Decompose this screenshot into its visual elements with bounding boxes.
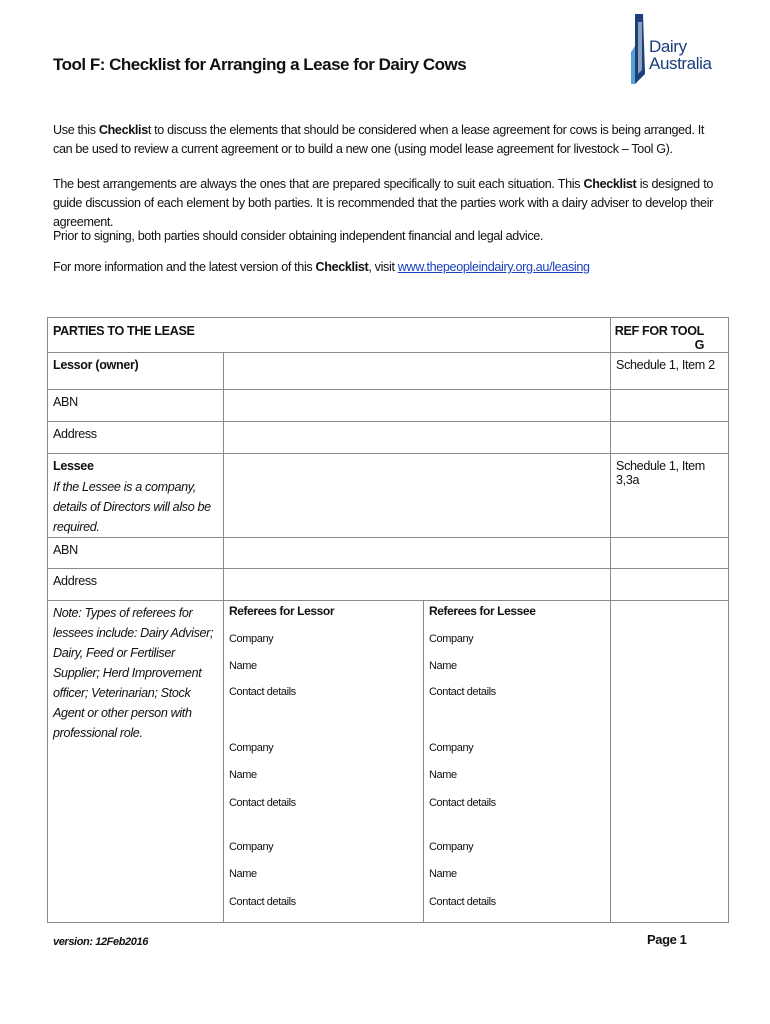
referees-ref-cell <box>611 601 729 923</box>
lessor-ref2-name: Name <box>229 769 257 781</box>
lessee-row <box>48 454 729 538</box>
lessee-abn-row <box>48 538 729 569</box>
logo-line-1: Dairy <box>649 37 687 56</box>
p2-text-b: is designed to guide discussion of each element by both parties. It is recommended that the parties work with a dairy adviser to develop their agreement. <box>53 177 713 229</box>
lessee-ref2-contact: Contact details <box>429 797 496 809</box>
lessee-label: Lessee <box>53 459 94 473</box>
lessor-ref3-contact: Contact details <box>229 896 296 908</box>
lessee-address-input[interactable] <box>224 569 611 601</box>
lessee-ref2-company: Company <box>429 742 474 754</box>
lessee-ref1-name: Name <box>429 660 457 672</box>
referee-note: Note: Types of referees for lessees include: Dairy Adviser; Dairy, Feed or Fertiliser Supplier; Herd Improvement officer; Veterinarian; Stock Agent or other person with professional role. <box>53 606 214 740</box>
p1-bold: Checklis <box>98 123 148 137</box>
referees-row <box>48 601 729 923</box>
referees-lessee-heading: Referees for Lessee <box>429 604 536 618</box>
logo-line-2: Australia <box>649 54 712 73</box>
lessee-abn-ref <box>611 538 729 569</box>
lessor-ref1-name: Name <box>229 660 257 672</box>
lessor-ref3-company: Company <box>229 841 274 853</box>
lessor-address-input[interactable] <box>224 422 611 454</box>
lessor-abn-input[interactable] <box>224 390 611 422</box>
lessor-abn-label: ABN <box>48 390 224 422</box>
lessee-ref3-contact: Contact details <box>429 896 496 908</box>
table-header-row <box>48 318 729 353</box>
lessee-ref1-contact: Contact details <box>429 686 496 698</box>
lessor-ref1-contact: Contact details <box>229 686 296 698</box>
p4-text-a: For more information and the latest version of this <box>53 260 316 274</box>
intro-paragraph-3: Prior to signing, both parties should consider obtaining independent financial and legal advice. <box>53 229 544 243</box>
referee-note-cell <box>48 601 224 923</box>
p4-text-b: , visit <box>368 260 398 274</box>
referees-lessor-heading: Referees for Lessor <box>229 604 335 618</box>
lessee-ref3-name: Name <box>429 868 457 880</box>
lessor-ref3-name: Name <box>229 868 257 880</box>
p4-bold: Checklist <box>315 260 369 274</box>
lessor-ref2-company: Company <box>229 742 274 754</box>
lessor-input[interactable] <box>224 353 611 390</box>
lessee-ref: Schedule 1, Item 3,3a <box>611 454 729 538</box>
lessor-address-row <box>48 422 729 454</box>
document-title: Tool F: Checklist for Arranging a Lease for Dairy Cows <box>53 55 467 74</box>
referees-lessee-cell[interactable] <box>424 601 611 923</box>
p1-text-a: Use this <box>53 123 99 137</box>
parties-checklist-table <box>47 317 729 923</box>
lessee-address-row <box>48 569 729 601</box>
lessee-note: If the Lessee is a company, details of Directors will also be required. <box>53 480 211 534</box>
lessor-ref: Schedule 1, Item 2 <box>611 353 729 390</box>
logo-text <box>649 38 712 72</box>
lessor-address-label: Address <box>48 422 224 454</box>
p1-text-b: t to discuss the elements that should be considered when a lease agreement for cows is being arranged. It can be used to review a current agreement or to build a new one (using model lease agreement for livestock – Tool G). <box>53 123 705 156</box>
lessee-abn-label: ABN <box>48 538 224 569</box>
lessor-label: Lessor (owner) <box>48 353 224 390</box>
lessee-ref3-company: Company <box>429 841 474 853</box>
lessor-ref1-company: Company <box>229 633 274 645</box>
lessor-address-ref <box>611 422 729 454</box>
header-ref: REF FOR TOOL G <box>611 318 729 353</box>
footer-version: version: 12Feb2016 <box>53 936 148 948</box>
lessee-address-label: Address <box>48 569 224 601</box>
lessor-abn-ref <box>611 390 729 422</box>
intro-paragraph-1 <box>53 121 713 159</box>
lessee-label-cell <box>48 454 224 538</box>
header-parties: PARTIES TO THE LEASE <box>48 318 611 353</box>
lessee-input[interactable] <box>224 454 611 538</box>
lessor-abn-row <box>48 390 729 422</box>
lessee-address-ref <box>611 569 729 601</box>
p2-bold: Checklist <box>583 177 637 191</box>
lessee-ref1-company: Company <box>429 633 474 645</box>
leasing-link[interactable]: www.thepeopleindairy.org.au/leasing <box>397 260 590 274</box>
intro-paragraph-2 <box>53 175 713 232</box>
referees-lessor-cell[interactable] <box>224 601 424 923</box>
p2-text-a: The best arrangements are always the ones that are prepared specifically to suit each situation. This <box>53 177 584 191</box>
lessee-abn-input[interactable] <box>224 538 611 569</box>
lessee-ref2-name: Name <box>429 769 457 781</box>
lessor-row <box>48 353 729 390</box>
footer-page-number: Page 1 <box>647 932 687 947</box>
lessor-ref2-contact: Contact details <box>229 797 296 809</box>
intro-paragraph-4 <box>53 258 713 277</box>
